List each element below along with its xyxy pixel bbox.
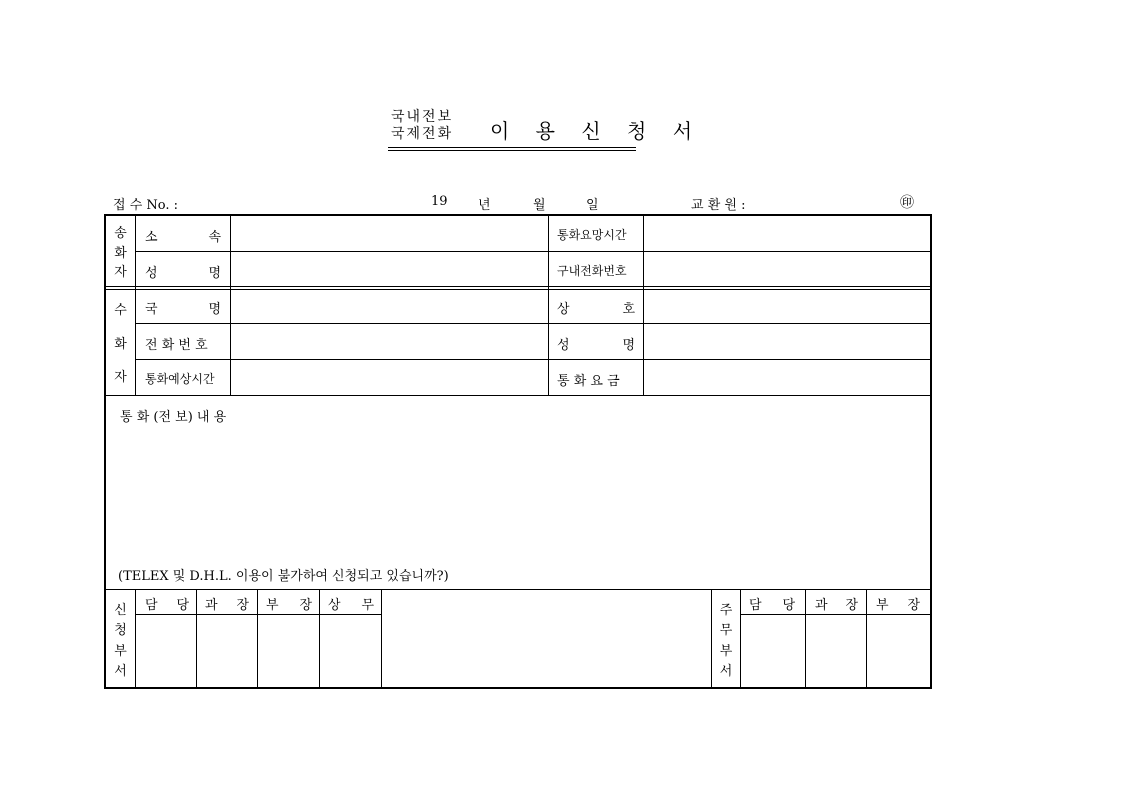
col-line-4 <box>643 215 644 396</box>
applicant-role-1: 담 당 <box>145 598 189 613</box>
content-note: (TELEX 및 D.H.L. 이용이 불가하여 신청되고 있습니까?) <box>118 569 449 584</box>
content-label: 통 화 (전 보) 내 용 <box>120 410 227 425</box>
approval-col-9 <box>866 589 867 688</box>
approval-col-4 <box>319 589 320 688</box>
row-line-2 <box>135 323 931 324</box>
row-line-4 <box>104 395 932 396</box>
title-underline <box>388 147 636 148</box>
title-underline-2 <box>388 150 636 151</box>
expected-time-label: 통화예상시간 <box>145 372 215 386</box>
phone-label: 전 화 번 호 <box>145 338 208 353</box>
title-line2: 국제전화 <box>391 126 454 142</box>
affiliation-label: 소 속 <box>145 230 221 245</box>
col-line-1 <box>135 215 136 396</box>
country-label: 국 명 <box>145 302 221 317</box>
receiver-section-label: 수 화 자 <box>114 303 127 385</box>
approval-col-8 <box>805 589 806 688</box>
frame-top <box>104 214 932 216</box>
desired-time-label: 통화요망시간 <box>557 228 627 242</box>
main-role-2: 과 장 <box>815 598 858 613</box>
month-label: 월 <box>533 198 546 213</box>
row-line-3 <box>135 359 931 360</box>
receipt-label: 접 수 No. : <box>113 198 178 213</box>
day-label: 일 <box>586 198 599 213</box>
frame-bottom <box>104 687 932 689</box>
section-double-line-b <box>104 289 932 290</box>
charge-label: 통 화 요 금 <box>557 374 620 389</box>
sender-name-label: 성 명 <box>145 266 221 281</box>
operator-label: 교 환 원 : <box>691 198 746 213</box>
col-line-3 <box>548 215 549 396</box>
company-label: 상 호 <box>557 302 635 317</box>
approval-col-1 <box>135 589 136 688</box>
approval-line-left <box>135 614 381 615</box>
year-prefix: 19 <box>431 194 448 209</box>
approval-col-2 <box>196 589 197 688</box>
sender-section-label: 송 화 자 <box>114 226 127 280</box>
seal-mark: ㊞ <box>900 195 914 211</box>
approval-col-5 <box>381 589 382 688</box>
page-title: 이 용 신 청 서 <box>490 119 703 143</box>
applicant-role-4: 상 무 <box>328 598 374 613</box>
receiver-name-label: 성 명 <box>557 338 635 353</box>
extension-label: 구내전화번호 <box>557 264 627 278</box>
applicant-dept-label: 신 청 부 서 <box>114 603 127 679</box>
approval-col-7 <box>740 589 741 688</box>
main-role-1: 담 당 <box>749 598 795 613</box>
main-role-3: 부 장 <box>876 598 920 613</box>
approval-col-3 <box>257 589 258 688</box>
col-line-2 <box>230 215 231 396</box>
year-label: 년 <box>478 198 491 213</box>
title-line1: 국내전보 <box>391 109 454 125</box>
row-line-5 <box>104 589 932 590</box>
main-dept-label: 주 무 부 서 <box>719 603 733 679</box>
approval-line-right <box>740 614 931 615</box>
applicant-role-3: 부 장 <box>266 598 312 613</box>
applicant-role-2: 과 장 <box>205 598 249 613</box>
row-line-1 <box>135 251 931 252</box>
section-double-line-a <box>104 286 932 287</box>
